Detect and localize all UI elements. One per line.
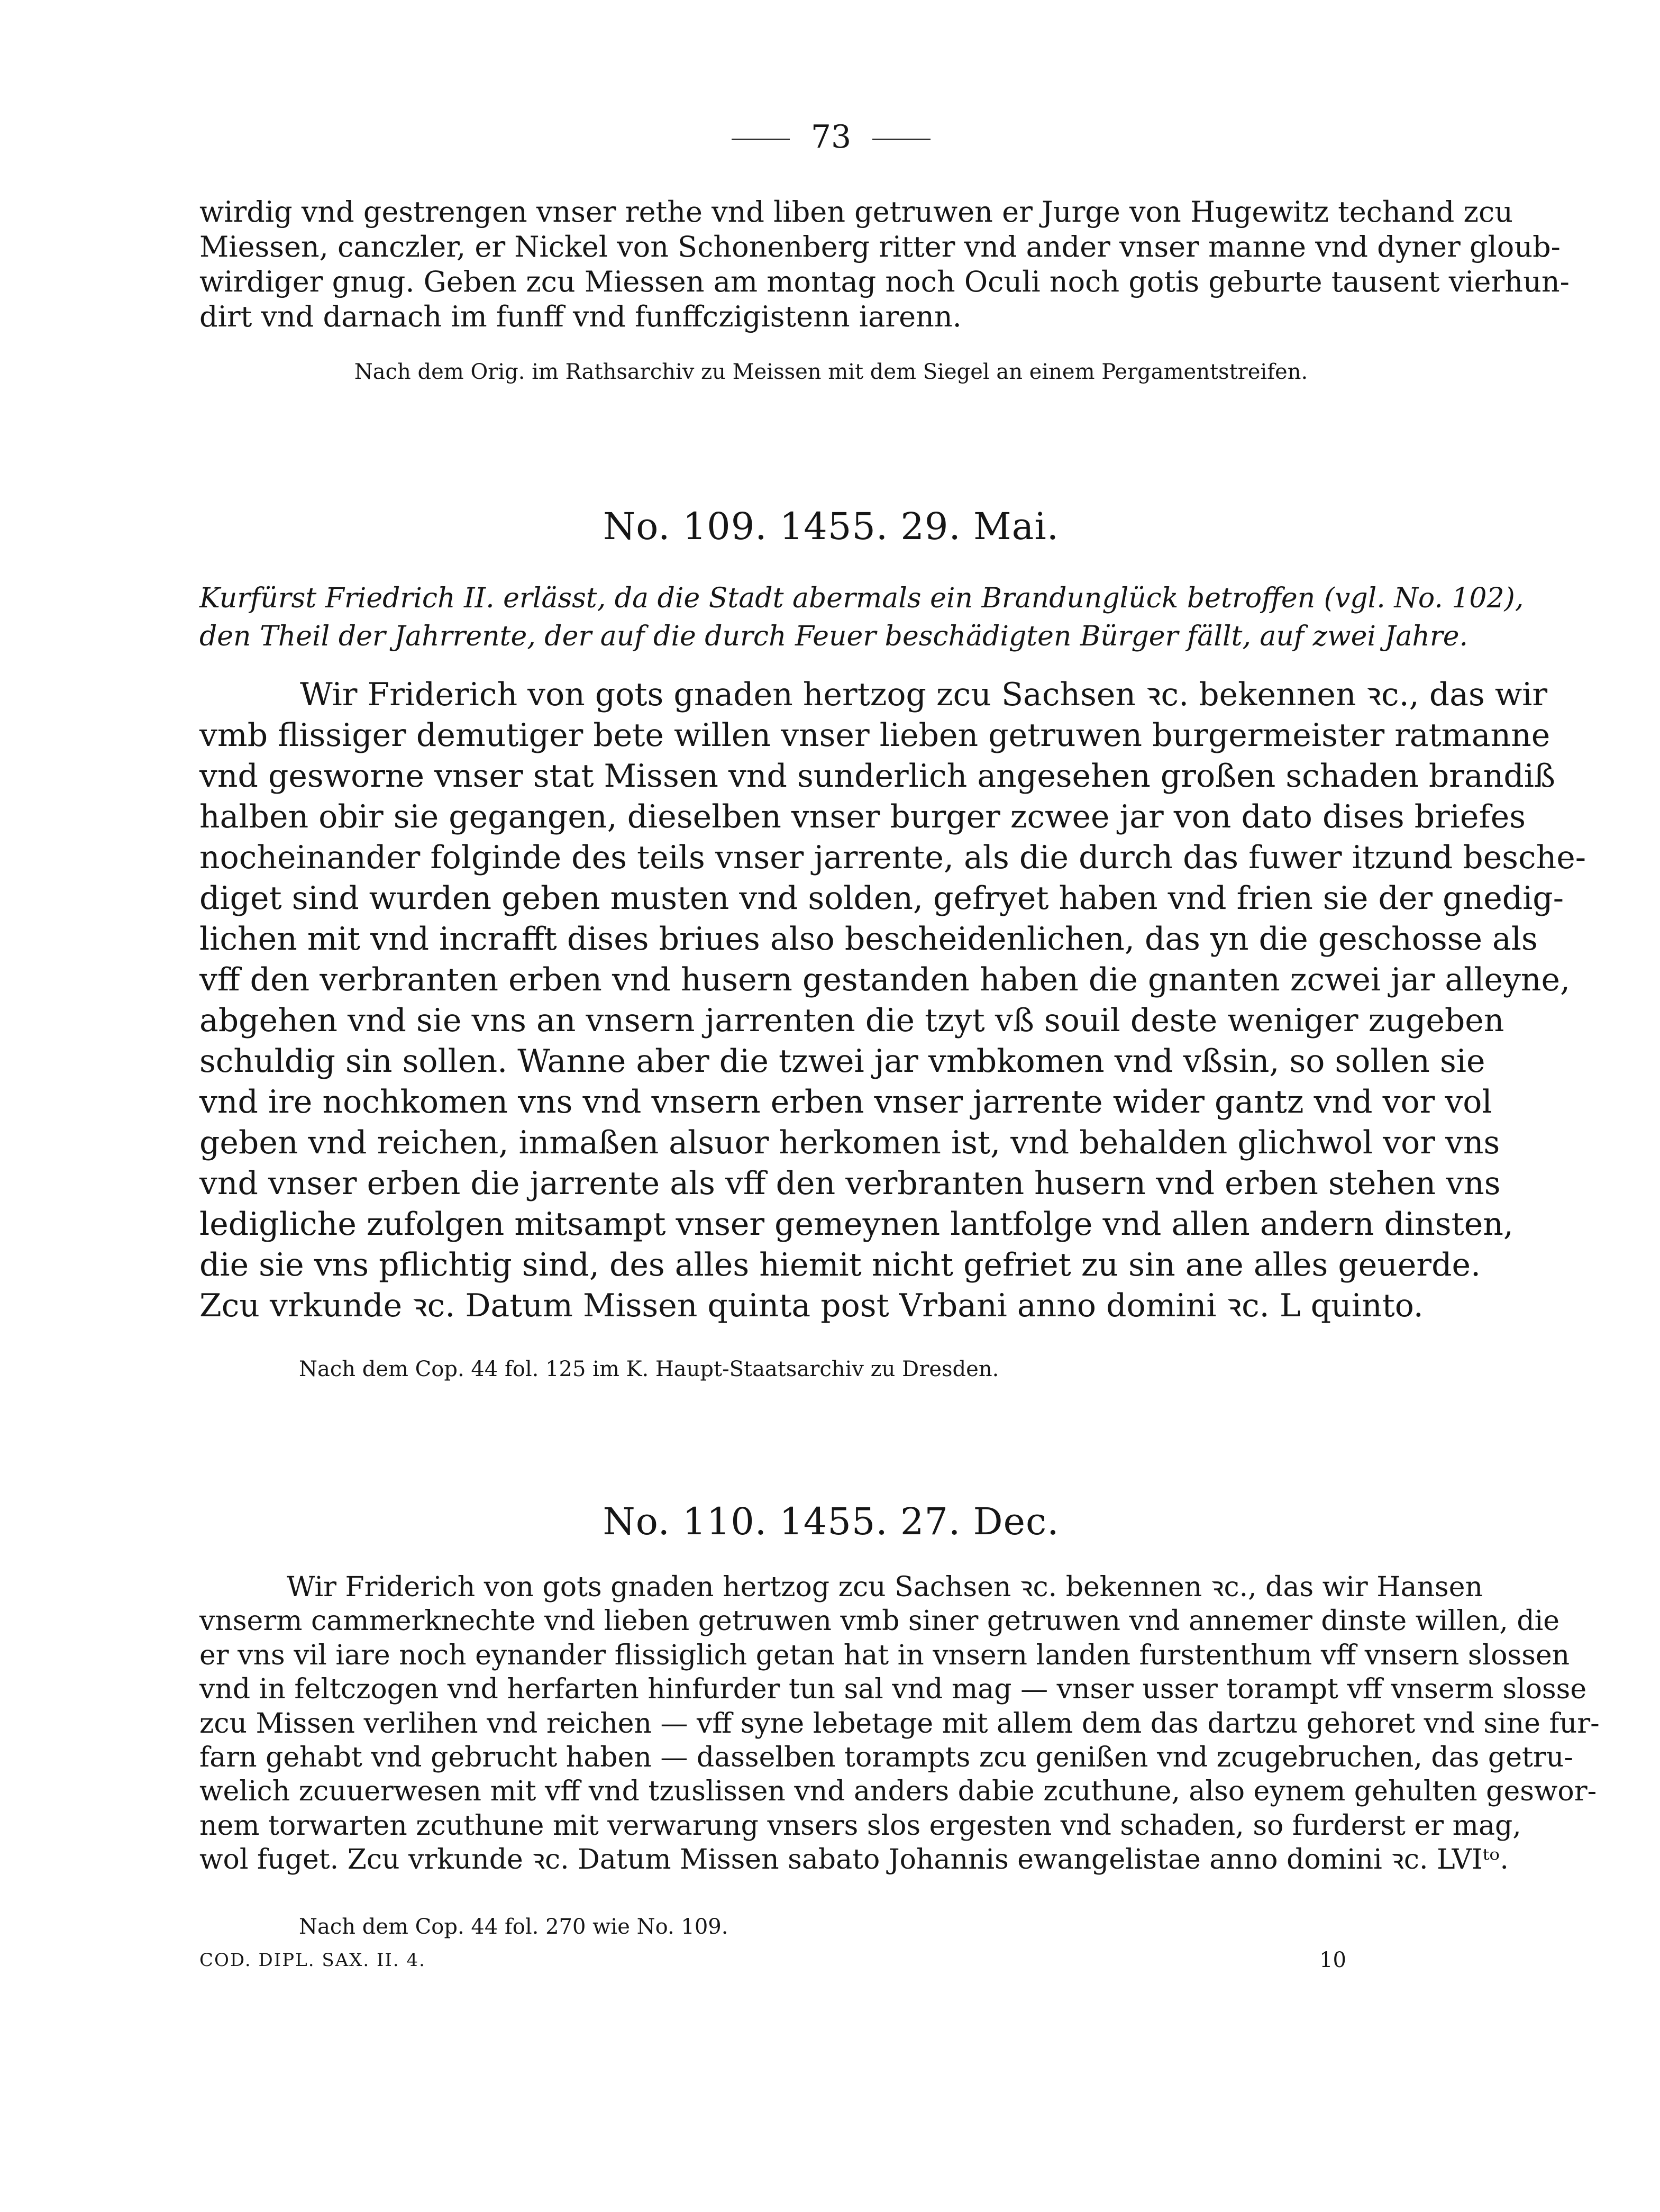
text-line: nem torwarten zcuthune mit verwarung vnsers slos ergesten vnd schaden, so furderst er mag, — [199, 1809, 1521, 1842]
text-line: halben obir sie gegangen, dieselben vnser burger zcwee jar von dato dises briefes — [199, 798, 1526, 835]
document-109-summary — [199, 579, 1524, 656]
text-line: wol fuget. Zcu vrkunde ꝛc. Datum Missen sabato Johannis ewangelistae anno domini ꝛc. LVIᵗᵒ. — [199, 1844, 1509, 1876]
text-line: vnd in feltczogen vnd herfarten hinfurder tun sal vnd mag — vnser usser torampt vff vnserm slosse — [199, 1673, 1587, 1706]
intro-source-note: Nach dem Orig. im Rathsarchiv zu Meissen mit dem Siegel an einem Pergamentstreifen. — [354, 360, 1308, 384]
text-line: Miessen, canczler, er Nickel von Schonenberg ritter vnd ander vnser manne vnd dyner gloub- — [199, 230, 1561, 263]
document-110-body — [199, 1570, 1600, 1877]
text-line: Zcu vrkunde ꝛc. Datum Missen quinta post Vrbani anno domini ꝛc. L quinto. — [199, 1287, 1424, 1324]
text-line: wirdiger gnug. Geben zcu Miessen am montag noch Oculi noch gotis geburte tausent vierhun- — [199, 265, 1570, 298]
page-number: 73 — [810, 119, 852, 156]
text-line: dirt vnd darnach im funff vnd funffczigistenn iarenn. — [199, 300, 962, 333]
text-line: zcu Missen verlihen vnd reichen — vff syne lebetage mit allem dem das dartzu gehoret vnd sine fur- — [199, 1707, 1600, 1740]
text-line: vnd ire nochkomen vns vnd vnsern erben vnser jarrente wider gantz vnd vor vol — [199, 1084, 1492, 1121]
document-110-heading: No. 110. 1455. 27. Dec. — [603, 1500, 1060, 1543]
text-line: vmb flissiger demutiger bete willen vnser lieben getruwen burgermeister ratmanne — [199, 717, 1550, 754]
summary-line: den Theil der Jahrrente, der auf die durch Feuer beschädigten Bürger fällt, auf zwei Jahre. — [199, 621, 1469, 652]
text-line: vnd vnser erben die jarrente als vff den verbranten husern vnd erben stehen vns — [199, 1165, 1501, 1202]
sheet-signature: COD. DIPL. SAX. II. 4. — [199, 1950, 426, 1971]
text-line: nocheinander folginde des teils vnser jarrente, als die durch das fuwer itzund besche- — [199, 839, 1586, 876]
text-line: Wir Friderich von gots gnaden hertzog zcu Sachsen ꝛc. bekennen ꝛc., das wir Hansen — [287, 1571, 1483, 1603]
document-109-heading: No. 109. 1455. 29. Mai. — [603, 505, 1060, 548]
text-line: abgehen vnd sie vns an vnsern jarrenten die tzyt vß souil deste weniger zugeben — [199, 1002, 1504, 1039]
text-line: vnserm cammerknechte vnd lieben getruwen vmb siner getruwen vnd annemer dinste willen, die — [199, 1605, 1560, 1637]
text-line: vff den verbranten erben vnd husern gestanden haben die gnanten zcwei jar alleyne, — [199, 961, 1571, 998]
text-line: er vns vil iare noch eynander flissiglich getan hat in vnsern landen furstenthum vff vnsern slossen — [199, 1639, 1570, 1671]
text-line: lichen mit vnd incrafft dises briues also bescheidenlichen, das yn die geschosse als — [199, 921, 1538, 958]
text-line: diget sind wurden geben musten vnd solden, gefryet haben vnd frien sie der gnedig- — [199, 880, 1564, 917]
intro-text — [199, 195, 1570, 334]
text-line: schuldig sin sollen. Wanne aber die tzwei jar vmbkomen vnd vßsin, so sollen sie — [199, 1043, 1485, 1080]
text-line: Wir Friderich von gots gnaden hertzog zcu Sachsen ꝛc. bekennen ꝛc., das wir — [300, 676, 1548, 713]
text-line: die sie vns pflichtig sind, des alles hiemit nicht gefriet zu sin ane alles geuerde. — [199, 1246, 1481, 1283]
header-rule-left — [732, 139, 790, 140]
text-line: wirdig vnd gestrengen vnser rethe vnd liben getruwen er Jurge von Hugewitz techand zcu — [199, 195, 1513, 229]
text-line: farn gehabt vnd gebrucht haben — dasselben torampts zcu genißen vnd zcugebruchen, das getru- — [199, 1742, 1573, 1774]
page-header — [199, 113, 1463, 161]
sheet-number: 10 — [1319, 1948, 1346, 1972]
document-109-source-note: Nach dem Cop. 44 fol. 125 im K. Haupt-Staatsarchiv zu Dresden. — [299, 1357, 999, 1381]
summary-line: Kurfürst Friedrich II. erlässt, da die Stadt abermals ein Brandunglück betroffen (vgl. No. 102), — [199, 582, 1524, 614]
document-109-body — [199, 675, 1586, 1326]
text-line: ledigliche zufolgen mitsampt vnser gemeynen lantfolge vnd allen andern dinsten, — [199, 1206, 1513, 1243]
text-line: welich zcuuerwesen mit vff vnd tzuslissen vnd anders dabie zcuthune, also eynem gehulten geswor- — [199, 1776, 1597, 1808]
document-110-source-note: Nach dem Cop. 44 fol. 270 wie No. 109. — [299, 1915, 728, 1939]
text-line: geben vnd reichen, inmaßen alsuor herkomen ist, vnd behalden glichwol vor vns — [199, 1124, 1500, 1161]
text-line: vnd gesworne vnser stat Missen vnd sunderlich angesehen großen schaden brandiß — [199, 758, 1556, 795]
header-rule-right — [872, 139, 931, 140]
